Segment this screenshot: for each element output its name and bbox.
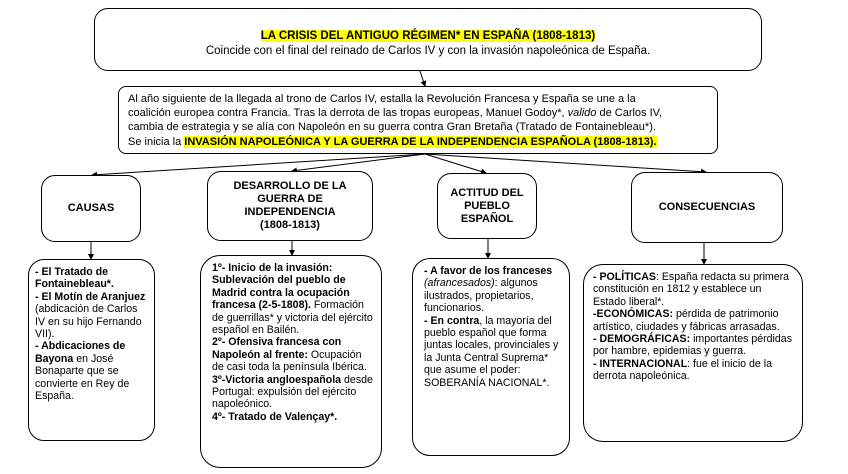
causas-item-3: - Abdicaciones de Bayona en José Bonaparte que se convierte en Rey de España. — [35, 340, 130, 403]
arrow-title-to-intro — [420, 71, 425, 86]
causas-content-box — [28, 259, 155, 441]
intro-line-1: Al año siguiente de la llegada al trono de Carlos IV, estalla la Revolución Francesa y España se une a la — [128, 93, 636, 105]
intro-line-2: coalición europea contra Francia. Tras la derrota de las tropas europeas, Manuel Godoy*, valido de Carlos IV, — [128, 107, 663, 120]
desarrollo-heading-line-4: (1808-1813) — [260, 219, 320, 231]
arrow-intro-to-desarrollo — [292, 154, 425, 171]
consecuencias-heading: CONSECUENCIAS — [658, 201, 756, 213]
main-title: LA CRISIS DEL ANTIGUO RÉGIMEN* EN ESPAÑA (1808-1813) — [260, 30, 596, 42]
actitud-contra: - En contra, la mayoría del pueblo español que forma juntas locales, provinciales y la Junta Central Suprema* que asume el poder: SOBERANÍA NACIONAL*. — [424, 314, 559, 389]
intro-box — [118, 86, 718, 154]
intro-line-4: Se inicia la INVASIÓN NAPOLEÓNICA Y LA GUERRA DE LA INDEPENDENCIA ESPAÑOLA (1808-1813). — [128, 135, 657, 148]
desarrollo-heading-line-3: INDEPENDENCIA — [244, 206, 336, 218]
causas-item-1: - El Tratado de Fontainebleau*. — [35, 266, 114, 291]
causas-heading: CAUSAS — [67, 202, 115, 214]
actitud-heading-line-1: ACTITUD DEL — [450, 186, 524, 199]
desarrollo-heading-line-2: GUERRA DE — [257, 193, 323, 205]
intro-highlight: INVASIÓN NAPOLEÓNICA Y LA GUERRA DE LA INDEPENDENCIA ESPAÑOLA (1808-1813). — [184, 135, 657, 148]
desarrollo-content-box — [200, 255, 382, 468]
actitud-heading-line-3: ESPAÑOL — [460, 212, 514, 225]
actitud-content-box — [412, 258, 570, 456]
causas-item-2: - El Motín de Aranjuez (abdicación de Carlos IV en su hijo Fernando VII). — [35, 290, 146, 341]
consecuencias-heading-box — [631, 172, 783, 243]
desarrollo-phase-1: 1º- Inicio de la invasión: Sublevación del pueblo de Madrid contra la ocupación francesa (2-5-1808). Formación de guerrillas* y victoria del ejército español en Bailén. — [212, 262, 373, 337]
actitud-favor: - A favor de los franceses (afrancesados): algunos ilustrados, propietarios, funcionarios. — [424, 265, 553, 315]
consecuencia-economicas: -ECONÓMICAS: pérdida de patrimonio artístico, ciudades y fábricas arrasadas. — [593, 308, 780, 333]
desarrollo-heading-line-1: DESARROLLO DE LA — [233, 180, 347, 192]
desarrollo-heading-box — [207, 171, 373, 241]
consecuencias-content-box — [583, 264, 803, 442]
desarrollo-phase-2: 2º- Ofensiva francesa con Napoleón al frente: Ocupación de casi toda la península Ibérica. — [212, 336, 367, 374]
main-subtitle: Coincide con el final del reinado de Carlos IV y con la invasión napoleónica de España. — [205, 45, 651, 57]
consecuencia-demograficas: - DEMOGRÁFICAS: importantes pérdidas por hambre, epidemias y guerra. — [593, 333, 792, 358]
arrow-intro-to-consecuencias — [425, 154, 706, 172]
title-box — [94, 8, 762, 71]
consecuencia-politicas: - POLÍTICAS: España redacta su primera constitución en 1812 y establece un Estado liberal*. — [593, 271, 790, 308]
actitud-heading-box — [437, 173, 537, 239]
intro-line-3: cambia de estrategia y se alía con Napoleón en su guerra contra Gran Bretaña (Tratado de Fontainebleau*). — [128, 121, 656, 134]
desarrollo-phase-3: 3º-Victoria angloespañola desde Portugal: expulsión del ejército napoleónico. — [212, 373, 373, 411]
consecuencia-internacional: - INTERNACIONAL: fue el inicio de la derrota napoleónica. — [593, 357, 772, 383]
causas-heading-box — [41, 175, 141, 242]
actitud-heading-line-2: PUEBLO — [464, 199, 510, 212]
desarrollo-phase-4: 4º- Tratado de Valençay*. — [212, 410, 338, 423]
